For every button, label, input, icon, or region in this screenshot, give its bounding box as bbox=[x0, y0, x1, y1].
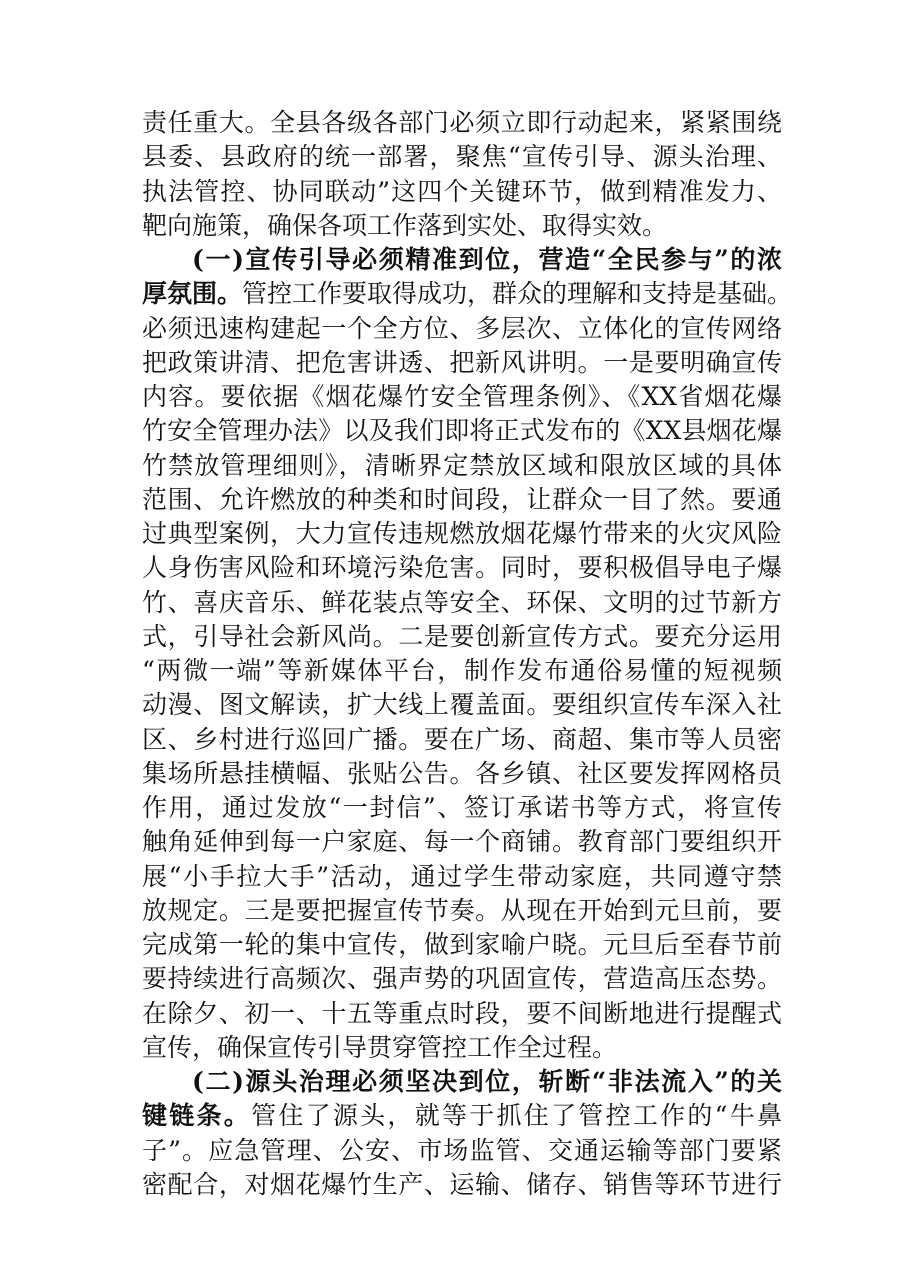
paragraph-line bbox=[142, 1168, 782, 1202]
paragraph-line bbox=[142, 1031, 782, 1065]
paragraph-line bbox=[142, 757, 782, 791]
paragraph-line bbox=[142, 209, 782, 243]
paragraph-text: “两微一端”等新媒体平台，制作发布通俗易懂的短视频 bbox=[142, 656, 782, 685]
paragraph-text: 展“小手拉大手”活动，通过学生带动家庭，共同遵守禁 bbox=[142, 861, 782, 891]
paragraph-line bbox=[142, 106, 782, 140]
paragraph-text: 内容。要依据《烟花爆竹安全管理条例》、《XX省烟花爆 bbox=[142, 382, 782, 411]
paragraph-line bbox=[142, 414, 782, 448]
paragraph-line bbox=[142, 1134, 782, 1168]
paragraph-text: 动漫、图文解读，扩大线上覆盖面。要组织宣传车深入社 bbox=[142, 690, 782, 720]
paragraph-text: 在除夕、初一、十五等重点时段，要不间断地进行提醒式 bbox=[142, 998, 782, 1028]
paragraph-text: 触角延伸到每一户家庭、每一个商铺。教育部门要组织开 bbox=[142, 827, 782, 857]
paragraph-text: 放规定。三是要把握宣传节奏。从现在开始到元旦前，要 bbox=[142, 895, 782, 925]
paragraph-text: 人身伤害风险和环境污染危害。同时，要积极倡导电子爆 bbox=[142, 553, 782, 583]
paragraph-line bbox=[142, 517, 782, 551]
paragraph-line bbox=[142, 723, 782, 757]
paragraph-line bbox=[142, 997, 782, 1031]
paragraph-text: 式，引导社会新风尚。二是要创新宣传方式。要充分运用 bbox=[142, 621, 782, 651]
paragraph-line bbox=[142, 928, 782, 962]
paragraph-text: 责任重大。全县各级各部门必须立即行动起来，紧紧围绕 bbox=[142, 108, 782, 137]
paragraph-text: 竹禁放管理细则》，清晰界定禁放区域和限放区域的具体 bbox=[142, 450, 782, 480]
paragraph-text: 要持续进行高频次、强声势的巩固宣传，营造高压态势。 bbox=[142, 964, 782, 994]
paragraph-text: 集场所悬挂横幅、张贴公告。各乡镇、社区要发挥网格员 bbox=[142, 758, 782, 788]
section-heading-line bbox=[142, 243, 782, 277]
paragraph-text: 竹安全管理办法》以及我们即将正式发布的《XX县烟花爆 bbox=[142, 416, 782, 446]
paragraph-line bbox=[142, 586, 782, 620]
paragraph-text: 密配合，对烟花爆竹生产、运输、储存、销售等环节进行 bbox=[142, 1169, 782, 1199]
body-text bbox=[142, 106, 793, 1202]
section-heading-line bbox=[142, 1065, 782, 1099]
paragraph-line bbox=[142, 894, 782, 928]
paragraph-line bbox=[142, 312, 782, 346]
paragraph-line bbox=[142, 860, 782, 894]
section-heading-line bbox=[142, 277, 793, 311]
paragraph-line bbox=[142, 346, 782, 380]
section-heading-text: (二)源头治理必须坚决到位，斩断“非法流入”的关 bbox=[192, 1067, 782, 1096]
paragraph-line bbox=[142, 483, 782, 517]
paragraph-text: 过典型案例，大力宣传违规燃放烟花爆竹带来的火灾风险 bbox=[142, 519, 782, 548]
section-heading-text: 厚氛围。 bbox=[142, 279, 243, 309]
paragraph-text: 靶向施策，确保各项工作落到实处、取得实效。 bbox=[142, 210, 668, 240]
paragraph-line bbox=[142, 140, 782, 174]
paragraph-text: 管住了源头，就等于抓住了管控工作的“牛鼻 bbox=[251, 1101, 782, 1131]
paragraph-line bbox=[142, 175, 782, 209]
paragraph-line bbox=[142, 551, 782, 585]
section-heading-text: 键链条。 bbox=[142, 1101, 252, 1131]
paragraph-line bbox=[142, 380, 782, 414]
paragraph-text: 执法管控、协同联动”这四个关键环节，做到精准发力、 bbox=[142, 176, 782, 206]
paragraph-line bbox=[142, 449, 782, 483]
paragraph-text: 必须迅速构建起一个全方位、多层次、立体化的宣传网络 bbox=[142, 313, 782, 343]
paragraph-text: 范围、允许燃放的种类和时间段，让群众一目了然。要通 bbox=[142, 484, 782, 514]
paragraph-line bbox=[142, 962, 782, 996]
paragraph-line bbox=[142, 620, 782, 654]
paragraph-line bbox=[142, 688, 782, 722]
paragraph-text: 区、乡村进行巡回广播。要在广场、商超、集市等人员密 bbox=[142, 724, 782, 754]
paragraph-text: 宣传，确保宣传引导贯穿管控工作全过程。 bbox=[142, 1032, 618, 1062]
paragraph-text: 管控工作要取得成功，群众的理解和支持是基础。 bbox=[242, 279, 793, 309]
paragraph-line bbox=[142, 791, 782, 825]
paragraph-text: 子”。应急管理、公安、市场监管、交通运输等部门要紧 bbox=[142, 1135, 782, 1165]
paragraph-text: 把政策讲清、把危害讲透、把新风讲明。一是要明确宣传 bbox=[142, 347, 782, 377]
paragraph-line bbox=[142, 825, 782, 859]
paragraph-text: 竹、喜庆音乐、鲜花装点等安全、环保、文明的过节新方 bbox=[142, 587, 782, 617]
paragraph-text: 县委、县政府的统一部署，聚焦“宣传引导、源头治理、 bbox=[142, 142, 782, 172]
section-heading-text: (一)宣传引导必须精准到位，营造“全民参与”的浓 bbox=[192, 245, 782, 274]
paragraph-text: 完成第一轮的集中宣传，做到家喻户晓。元旦后至春节前 bbox=[142, 930, 782, 959]
paragraph-line bbox=[142, 654, 782, 688]
paragraph-text: 作用，通过发放“一封信”、签订承诺书等方式，将宣传 bbox=[142, 793, 782, 822]
section-heading-line bbox=[142, 1099, 782, 1133]
